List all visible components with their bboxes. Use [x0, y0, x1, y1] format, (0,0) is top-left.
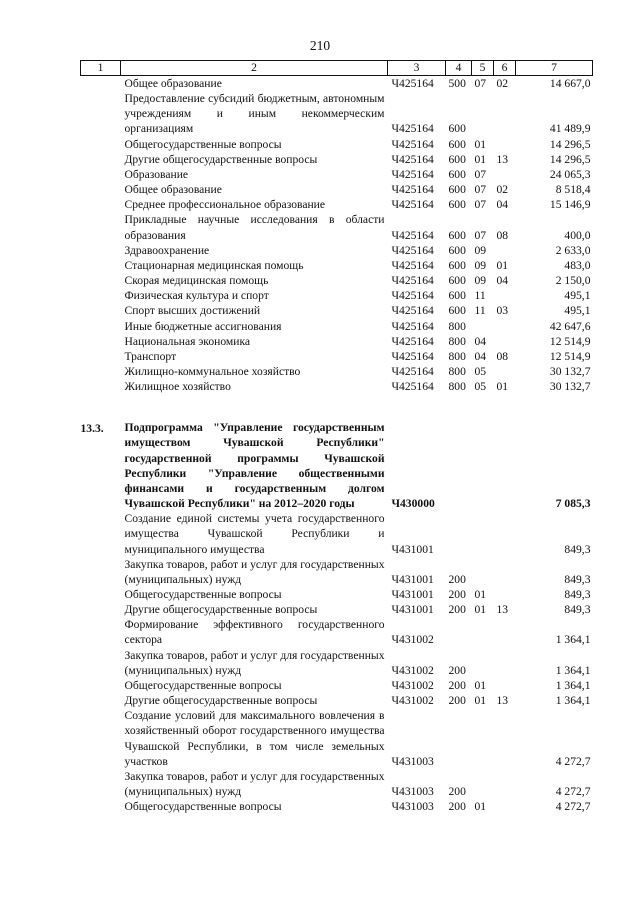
row-number-cell	[81, 137, 121, 152]
row-number-cell	[81, 76, 121, 92]
table-row	[81, 182, 593, 197]
row-number-cell	[81, 303, 121, 318]
table-row	[81, 349, 593, 364]
row-code: Ч431003	[391, 754, 434, 768]
row-expense-type: 600	[448, 304, 466, 318]
row-number-cell	[81, 273, 121, 288]
row-amount: 4 272,7	[555, 800, 591, 814]
row-amount: 400,0	[564, 228, 591, 242]
row-code: Ч425164	[391, 137, 434, 151]
row-name: Предоставление субсидий бюджетным, автономным учреждениям и иным некоммерческим организациям	[124, 92, 385, 136]
row-amount: 849,3	[564, 542, 591, 556]
row-section: 05	[474, 380, 487, 394]
row-code: Ч425164	[391, 304, 434, 318]
row-subsection	[494, 364, 516, 379]
header-cell: 1	[81, 61, 121, 76]
row-section: 07	[474, 167, 487, 181]
row-section	[472, 511, 494, 556]
row-number-cell	[81, 288, 121, 303]
row-expense-type: 500	[448, 77, 466, 90]
row-number-cell	[81, 617, 121, 647]
row-name: Транспорт	[124, 349, 177, 363]
row-name: Среднее профессиональное образование	[124, 198, 326, 212]
row-expense-type: 600	[448, 228, 466, 242]
row-section: 04	[474, 349, 487, 363]
row-name: Физическая культура и спорт	[124, 289, 269, 303]
row-name: Закупка товаров, работ и услуг для государственных (муниципальных) нужд	[124, 769, 385, 799]
row-amount: 495,1	[564, 289, 591, 303]
row-name: Создание условий для максимального вовлечения в хозяйственный оборот государственного имущества Чувашской Республики, в том числе земельных участков	[124, 709, 385, 768]
row-expense-type: 600	[448, 122, 466, 136]
header-cell: 4	[446, 61, 472, 76]
table-row	[81, 769, 593, 799]
row-number-cell	[81, 91, 121, 136]
table-row	[81, 76, 593, 92]
row-subsection: 13	[496, 152, 509, 166]
row-expense-type	[446, 708, 472, 769]
row-number-cell	[81, 799, 121, 814]
row-number-cell	[81, 379, 121, 394]
row-number-cell	[81, 602, 121, 617]
row-code: Ч425164	[391, 243, 434, 257]
row-name: Общее образование	[124, 183, 222, 197]
row-code: Ч425164	[391, 319, 434, 333]
row-expense-type: 200	[448, 603, 466, 617]
row-name: Общегосударственные вопросы	[124, 678, 282, 692]
row-expense-type: 600	[448, 289, 466, 303]
row-expense-type: 600	[448, 258, 466, 272]
page-number: 210	[309, 38, 331, 53]
row-expense-type: 200	[448, 694, 466, 708]
row-amount: 12 514,9	[549, 349, 591, 363]
row-section: 09	[474, 243, 487, 257]
row-amount: 30 132,7	[549, 364, 591, 378]
row-name: Стационарная медицинская помощь	[124, 258, 304, 272]
table-row	[81, 587, 593, 602]
row-amount: 14 296,5	[549, 137, 591, 151]
table-row	[81, 152, 593, 167]
spacer-row	[81, 394, 593, 420]
table-row	[81, 91, 593, 136]
row-amount: 495,1	[564, 304, 591, 318]
row-expense-type: 200	[448, 663, 466, 677]
row-subsection	[494, 678, 516, 693]
row-code: Ч431001	[391, 542, 434, 556]
table-row	[81, 511, 593, 556]
row-code: Ч425164	[391, 183, 434, 197]
row-expense-type: 600	[448, 198, 466, 212]
row-code: Ч431002	[391, 663, 434, 677]
row-code: Ч431003	[391, 785, 434, 799]
table-row	[81, 693, 593, 708]
row-section: 04	[474, 334, 487, 348]
row-subsection: 13	[496, 694, 509, 708]
row-number-cell	[81, 769, 121, 799]
row-section: 01	[474, 603, 487, 617]
row-subsection: 04	[496, 198, 509, 212]
row-expense-type: 600	[448, 152, 466, 166]
row-expense-type: 800	[448, 380, 466, 394]
row-code: Ч425164	[391, 77, 434, 90]
row-name: Спорт высших достижений	[124, 304, 261, 318]
row-subsection	[494, 243, 516, 258]
row-amount: 849,3	[564, 588, 591, 601]
table-row	[81, 258, 593, 273]
row-code: Ч425164	[391, 274, 434, 288]
table-row	[81, 197, 593, 212]
row-subsection: 03	[496, 304, 509, 318]
section-row	[81, 420, 593, 511]
row-code: Ч425164	[391, 364, 434, 378]
row-code: Ч431002	[391, 678, 434, 692]
row-amount: 1 364,1	[555, 694, 591, 708]
table-row	[81, 137, 593, 152]
row-section	[472, 91, 494, 136]
row-subsection: 04	[496, 274, 509, 288]
row-amount: 2 150,0	[555, 274, 591, 288]
row-amount: 1 364,1	[555, 633, 591, 647]
row-name: Закупка товаров, работ и услуг для государственных (муниципальных) нужд	[124, 648, 385, 677]
table-row	[81, 243, 593, 258]
row-amount: 14 296,5	[549, 152, 591, 166]
row-code: Ч425164	[391, 380, 434, 394]
section-name: Подпрограмма "Управление государственным имуществом Чувашской Республики" государственной программы Чувашской Республики "Управление общественными финансами и государственным долгом Чувашской Республики" на 2012–2020 годы	[124, 421, 385, 511]
row-number-cell	[81, 364, 121, 379]
table-body-lower	[81, 511, 593, 814]
header-cell: 7	[516, 61, 593, 76]
row-amount: 14 667,0	[549, 77, 591, 90]
table-body-upper	[81, 76, 593, 395]
row-code: Ч431002	[391, 694, 434, 708]
row-expense-type: 200	[448, 678, 466, 692]
row-name: Другие общегосударственные вопросы	[124, 603, 318, 617]
row-amount: 849,3	[564, 572, 591, 586]
row-expense-type: 200	[448, 785, 466, 799]
row-code: Ч425164	[391, 198, 434, 212]
row-number-cell	[81, 693, 121, 708]
header-row	[81, 61, 593, 76]
row-subsection: 08	[496, 228, 509, 242]
row-amount: 15 146,9	[549, 198, 591, 212]
row-expense-type: 600	[448, 183, 466, 197]
row-subsection: 01	[496, 380, 509, 394]
row-amount: 849,3	[564, 603, 591, 617]
table-row	[81, 678, 593, 693]
row-section: 01	[474, 694, 487, 708]
row-section	[472, 648, 494, 678]
row-number-cell	[81, 557, 121, 587]
row-number-cell	[81, 678, 121, 693]
section-code: Ч430000	[391, 497, 435, 511]
row-name: Здравоохранение	[124, 243, 210, 257]
row-name: Скорая медицинская помощь	[124, 274, 269, 288]
row-number-cell	[81, 212, 121, 242]
section-amount: 7 085,3	[555, 497, 591, 511]
header-cell: 5	[472, 61, 494, 76]
row-section: 07	[474, 183, 487, 197]
header-cell: 2	[121, 61, 388, 76]
row-code: Ч431001	[391, 588, 434, 601]
row-section	[472, 557, 494, 587]
row-subsection	[494, 617, 516, 647]
row-name: Формирование эффективного государственного сектора	[124, 618, 385, 647]
row-subsection	[494, 334, 516, 349]
section-number: 13.3.	[80, 422, 104, 436]
row-subsection: 13	[496, 603, 509, 617]
row-name: Жилищное хозяйство	[124, 380, 231, 394]
row-amount: 1 364,1	[555, 663, 591, 677]
table-row	[81, 364, 593, 379]
row-code: Ч425164	[391, 228, 434, 242]
row-code: Ч425164	[391, 167, 434, 181]
row-amount: 24 065,3	[549, 167, 591, 181]
row-subsection	[494, 587, 516, 602]
row-expense-type: 600	[448, 167, 466, 181]
row-subsection: 02	[496, 183, 509, 197]
row-section: 07	[474, 198, 487, 212]
section-block	[81, 394, 593, 511]
header-cell: 3	[388, 61, 446, 76]
row-expense-type: 800	[448, 349, 466, 363]
row-code: Ч425164	[391, 152, 434, 166]
row-code: Ч431002	[391, 633, 434, 647]
row-subsection	[494, 557, 516, 587]
row-name: Иные бюджетные ассигнования	[124, 319, 282, 333]
row-code: Ч425164	[391, 289, 434, 303]
row-section: 09	[474, 274, 487, 288]
row-name: Другие общегосударственные вопросы	[124, 152, 318, 166]
table-row	[81, 303, 593, 318]
row-expense-type: 600	[448, 137, 466, 151]
row-number-cell	[81, 511, 121, 556]
budget-table	[80, 60, 593, 814]
row-subsection: 01	[496, 258, 509, 272]
row-section: 01	[474, 678, 487, 692]
row-number-cell	[81, 648, 121, 678]
row-subsection	[494, 167, 516, 182]
row-code: Ч431001	[391, 572, 434, 586]
table-row	[81, 319, 593, 334]
table-row	[81, 379, 593, 394]
row-subsection	[494, 769, 516, 799]
row-code: Ч431001	[391, 603, 434, 617]
table-row	[81, 273, 593, 288]
table-row	[81, 617, 593, 647]
row-section: 07	[474, 77, 487, 90]
row-expense-type: 800	[448, 334, 466, 348]
row-code: Ч425164	[391, 258, 434, 272]
row-name: Общегосударственные вопросы	[124, 800, 282, 814]
row-code: Ч425164	[391, 122, 434, 136]
row-number-cell	[81, 258, 121, 273]
row-code: Ч431003	[391, 800, 434, 814]
row-section	[472, 708, 494, 769]
table-row	[81, 708, 593, 769]
row-code: Ч425164	[391, 334, 434, 348]
row-expense-type	[446, 511, 472, 556]
row-subsection	[494, 799, 516, 814]
row-expense-type: 800	[448, 364, 466, 378]
table-row	[81, 557, 593, 587]
row-section: 01	[474, 588, 487, 601]
table-row	[81, 288, 593, 303]
row-section: 01	[474, 152, 487, 166]
row-section: 05	[474, 364, 487, 378]
row-expense-type: 600	[448, 243, 466, 257]
row-expense-type: 600	[448, 274, 466, 288]
row-section: 01	[474, 800, 487, 814]
row-number-cell	[81, 197, 121, 212]
row-number-cell	[81, 708, 121, 769]
row-amount: 41 489,9	[549, 122, 591, 136]
table-row	[81, 648, 593, 678]
row-number-cell	[81, 152, 121, 167]
row-expense-type	[446, 617, 472, 647]
row-section: 07	[474, 228, 487, 242]
row-name: Закупка товаров, работ и услуг для государственных (муниципальных) нужд	[124, 557, 385, 586]
row-name: Образование	[124, 167, 189, 181]
row-amount: 2 633,0	[555, 243, 591, 257]
row-name: Общее образование	[124, 77, 222, 90]
row-amount: 8 518,4	[555, 183, 591, 197]
row-name: Общегосударственные вопросы	[124, 588, 282, 601]
row-number-cell	[81, 349, 121, 364]
table-row	[81, 167, 593, 182]
row-name: Другие общегосударственные вопросы	[124, 694, 318, 708]
row-expense-type: 200	[448, 588, 466, 601]
row-subsection	[494, 288, 516, 303]
row-amount: 483,0	[564, 258, 591, 272]
header-cell: 6	[494, 61, 516, 76]
row-amount: 4 272,7	[555, 754, 591, 768]
table-row	[81, 799, 593, 814]
row-expense-type: 200	[448, 800, 466, 814]
row-subsection: 02	[496, 77, 509, 90]
row-number-cell	[81, 243, 121, 258]
row-amount: 42 647,6	[549, 319, 591, 333]
row-section	[472, 769, 494, 799]
row-section: 09	[474, 258, 487, 272]
row-name: Национальная экономика	[124, 334, 251, 348]
table-header	[81, 61, 593, 76]
row-subsection: 08	[496, 349, 509, 363]
row-amount: 4 272,7	[555, 785, 591, 799]
row-amount: 12 514,9	[549, 334, 591, 348]
row-amount: 30 132,7	[549, 380, 591, 394]
row-name: Прикладные научные исследования в области образования	[124, 213, 385, 242]
row-name: Создание единой системы учета государственного имущества Чувашской Республики и муниципального имущества	[124, 512, 385, 556]
table-row	[81, 212, 593, 242]
row-expense-type: 200	[448, 572, 466, 586]
row-number-cell	[81, 319, 121, 334]
row-subsection	[494, 137, 516, 152]
row-amount: 1 364,1	[555, 678, 591, 692]
row-number-cell	[81, 182, 121, 197]
row-section: 11	[474, 304, 486, 318]
row-expense-type: 800	[448, 319, 466, 333]
row-name: Общегосударственные вопросы	[124, 137, 282, 151]
table-row	[81, 334, 593, 349]
row-subsection	[494, 91, 516, 136]
row-subsection	[494, 511, 516, 556]
row-subsection	[494, 319, 516, 334]
row-section: 11	[474, 289, 486, 303]
row-name: Жилищно-коммунальное хозяйство	[124, 364, 301, 378]
row-code: Ч425164	[391, 349, 434, 363]
table-row	[81, 602, 593, 617]
row-section: 01	[474, 137, 487, 151]
row-number-cell	[81, 167, 121, 182]
row-subsection	[494, 648, 516, 678]
row-number-cell	[81, 587, 121, 602]
row-section	[472, 319, 494, 334]
row-number-cell	[81, 334, 121, 349]
row-subsection	[494, 708, 516, 769]
row-section	[472, 617, 494, 647]
